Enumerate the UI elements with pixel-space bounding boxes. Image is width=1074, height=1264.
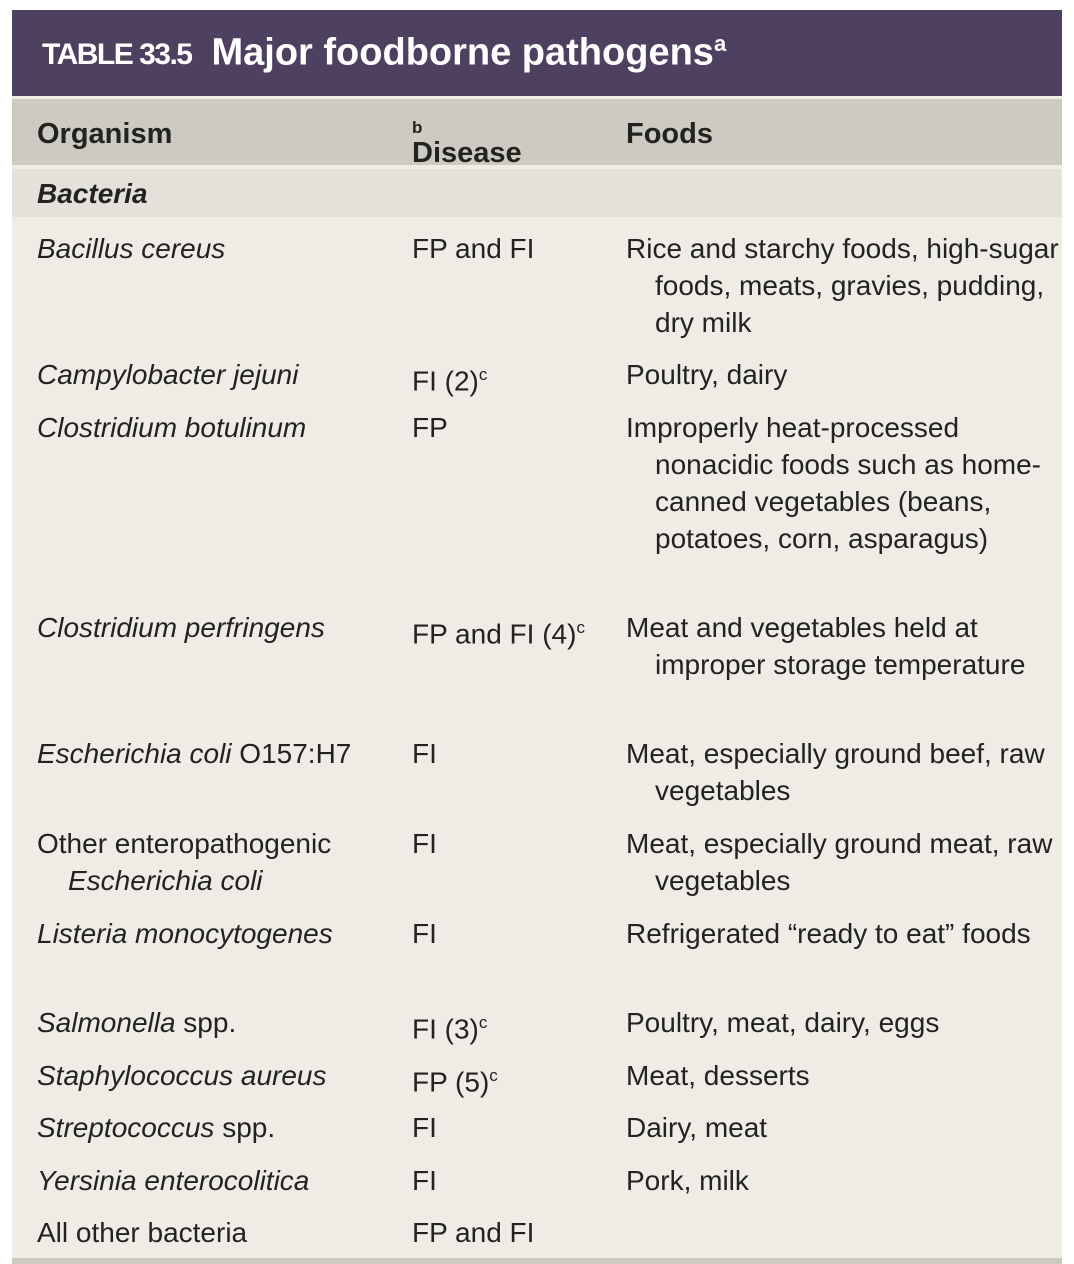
- table-title: [212, 31, 727, 75]
- disease-cell: FP and FI: [412, 233, 535, 264]
- header-foods: Foods: [626, 118, 713, 150]
- foods-cell: Improperly heat-processed nonacidic foods such as home-canned vegetables (beans, potatoes, corn, asparagus): [626, 412, 1041, 554]
- organism-cell: Campylobacter jejuni: [37, 359, 299, 390]
- organism-cell: Other enteropathogenic Escherichia coli: [37, 828, 332, 896]
- column-header-row: [12, 99, 1062, 169]
- organism-cell: Salmonella spp.: [37, 1007, 237, 1038]
- foods-cell: Pork, milk: [626, 1165, 749, 1196]
- disease-cell: FI: [412, 1165, 437, 1196]
- footnote-mark: c: [576, 618, 585, 637]
- organism-cell: Clostridium perfringens: [37, 612, 325, 643]
- section-label: Bacteria: [37, 178, 148, 209]
- foods-cell: Meat and vegetables held at improper storage temperature: [626, 612, 1026, 680]
- pathogen-table: [12, 10, 1062, 1264]
- header-disease-footnote: b: [412, 118, 423, 137]
- footnote-mark: c: [478, 365, 488, 384]
- disease-cell: FP and FI: [412, 1217, 535, 1248]
- title-footnote: a: [713, 31, 727, 57]
- footnote-mark: c: [489, 1066, 498, 1085]
- organism-cell: All other bacteria: [37, 1217, 248, 1248]
- table-label: TABLE 33.5: [42, 38, 192, 71]
- organism-cell: Streptococcus spp.: [37, 1112, 276, 1143]
- disease-cell: FP and FI $(4)^c$: [412, 618, 585, 650]
- header-organism: Organism: [37, 118, 173, 150]
- footnote-mark: c: [478, 1013, 488, 1032]
- foods-cell: Refrigerated “ready to eat” foods: [626, 918, 1031, 949]
- foods-cell: Meat, especially ground beef, raw vegetables: [626, 738, 1045, 806]
- organism-cell: Bacillus cereus: [37, 233, 226, 264]
- organism-cell: Listeria monocytogenes: [37, 918, 333, 949]
- disease-cell: FP: [412, 412, 448, 443]
- foods-cell: Poultry, meat, dairy, eggs: [626, 1007, 940, 1038]
- organism-cell: Clostridium botulinum: [37, 412, 307, 443]
- header-disease-text: Disease: [412, 137, 522, 169]
- table-title-text: Major foodborne pathogens: [211, 31, 714, 74]
- table-title-bar: [12, 10, 1062, 96]
- foods-cell: Meat, desserts: [626, 1060, 810, 1091]
- disease-cell: FI $(3)^c$: [412, 1013, 488, 1045]
- organism-cell: Yersinia enterocolitica: [37, 1165, 310, 1196]
- bottom-rule: [12, 1258, 1062, 1264]
- foods-cell: Poultry, dairy: [626, 359, 788, 390]
- foods-cell: Meat, especially ground meat, raw vegetables: [626, 828, 1053, 896]
- disease-cell: FI: [412, 828, 437, 859]
- disease-cell: FP $(5)^c$: [412, 1066, 498, 1098]
- foods-cell: Rice and starchy foods, high-sugar foods, meats, gravies, pudding, dry milk: [626, 233, 1059, 338]
- foods-cell: Dairy, meat: [626, 1112, 768, 1143]
- section-row-bacteria: [12, 169, 1062, 217]
- organism-cell: Escherichia coli O157:H7: [37, 738, 352, 769]
- organism-cell: Staphylococcus aureus: [37, 1060, 327, 1091]
- disease-cell: FI: [412, 738, 437, 769]
- disease-cell: FI $(2)^c$: [412, 365, 488, 397]
- disease-cell: FI: [412, 918, 437, 949]
- header-disease: [412, 118, 522, 169]
- disease-cell: FI: [412, 1112, 437, 1143]
